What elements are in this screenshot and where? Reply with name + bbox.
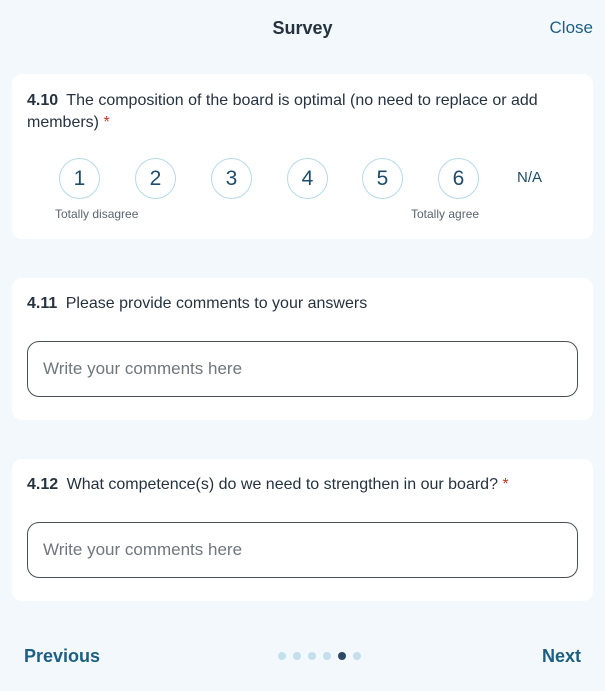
- question-number: 4.11: [27, 295, 58, 312]
- required-marker: *: [502, 476, 509, 493]
- question-card-4-11: [12, 278, 593, 420]
- rating-option-2[interactable]: 2: [135, 158, 176, 199]
- footer-nav: [0, 630, 605, 680]
- close-button[interactable]: Close: [549, 18, 593, 37]
- next-button[interactable]: Next: [541, 646, 581, 666]
- question-number: 4.10: [27, 92, 59, 109]
- rating-option-3[interactable]: 3: [211, 158, 252, 199]
- rating-option-6[interactable]: 6: [438, 158, 479, 199]
- rating-option-1[interactable]: 1: [59, 158, 100, 199]
- question-label: Please provide comments to your answers: [65, 295, 368, 312]
- page-dot-4: [323, 652, 331, 660]
- previous-button[interactable]: Previous: [24, 646, 101, 666]
- competence-input[interactable]: Write your comments here: [27, 522, 578, 578]
- question-card-4-10: [12, 74, 593, 239]
- question-card-4-12: [12, 459, 593, 601]
- page-dot-3: [308, 652, 316, 660]
- page-dot-1: [278, 652, 286, 660]
- page-title: Survey: [272, 18, 333, 38]
- question-text: [27, 293, 553, 315]
- rating-scale: [12, 158, 593, 200]
- question-label: What competence(s) do we need to strengthen in our board?: [66, 476, 498, 493]
- scale-high-label: Totally agree: [411, 207, 480, 221]
- page-dot-5: [338, 652, 346, 660]
- header-bar: [0, 0, 605, 56]
- question-text: [27, 90, 553, 134]
- scale-low-label: Totally disagree: [55, 207, 139, 221]
- page-dot-2: [293, 652, 301, 660]
- question-number: 4.12: [27, 476, 59, 493]
- rating-option-na[interactable]: N/A: [517, 169, 543, 186]
- page-indicator: [278, 652, 361, 660]
- page-dot-6: [353, 652, 361, 660]
- rating-option-5[interactable]: 5: [362, 158, 403, 199]
- question-text: [27, 474, 553, 496]
- rating-option-4[interactable]: 4: [287, 158, 328, 199]
- question-label: The composition of the board is optimal (no need to replace or add members): [27, 92, 538, 131]
- comments-input[interactable]: Write your comments here: [27, 341, 578, 397]
- required-marker: *: [103, 114, 110, 131]
